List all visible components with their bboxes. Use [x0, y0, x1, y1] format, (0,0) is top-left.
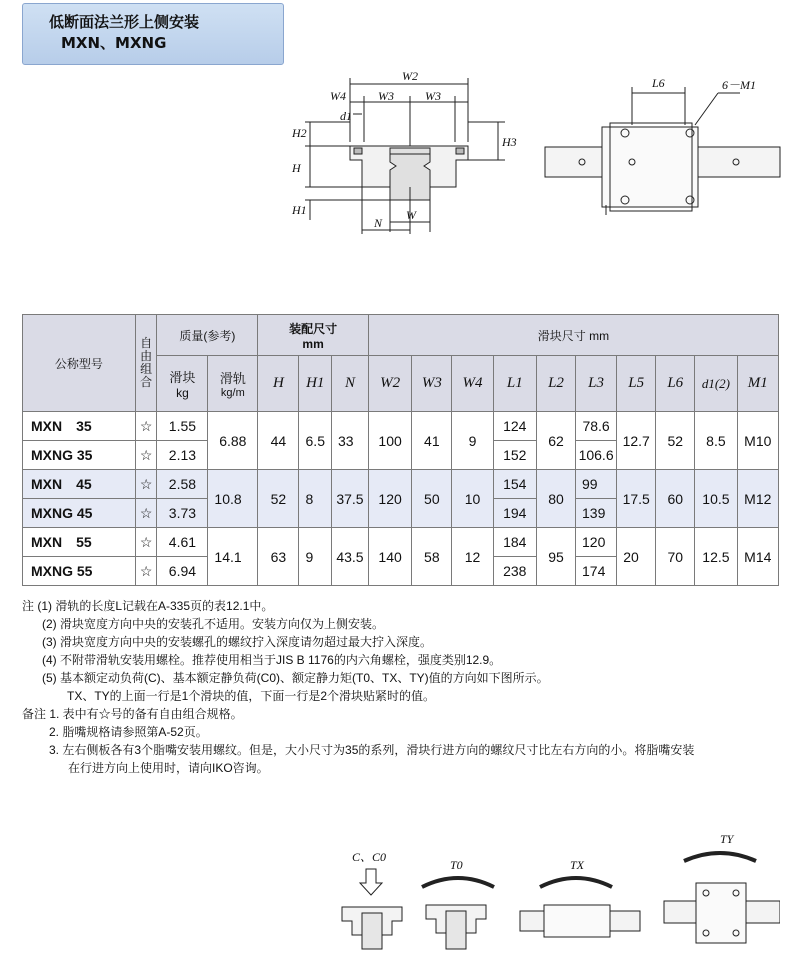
spec-table	[22, 314, 779, 586]
label-h: H	[292, 161, 301, 175]
col-L6: L6	[656, 356, 695, 412]
table-row: MXN 45 ☆ 2.58 10.8 52 8 37.5 120 50 10 154 80 99 17.5 60 10.5 M12	[23, 470, 779, 499]
cross-section-drawing	[270, 62, 530, 237]
note-4: (4) 不附带滑轨安装用螺栓。推荐使用相当于JIS B 1176的内六角螺栓，强度类别12.9。	[42, 653, 502, 667]
label-tx: TX	[570, 858, 585, 872]
title-line2: MXN、MXNG	[61, 34, 167, 52]
hdr-mass: 质量(参考)	[157, 315, 258, 356]
label-h2: H2	[292, 126, 307, 140]
label-t0: T0	[450, 858, 463, 872]
col-W4: W4	[452, 356, 493, 412]
note-1: 注 (1) 滑轨的长度L记载在A-335页的表12.1中。	[22, 599, 274, 613]
label-ty: TY	[720, 832, 734, 846]
label-l6: L6	[652, 76, 665, 90]
col-W2: W2	[368, 356, 411, 412]
remark-3-cont: 在行进方向上使用时，请向IKO咨询。	[68, 761, 269, 775]
top-view-drawing	[540, 65, 785, 235]
col-L2: L2	[536, 356, 575, 412]
col-d1: d1(2)	[695, 356, 737, 412]
label-w: W	[406, 208, 416, 222]
hdr-model: 公称型号	[23, 315, 136, 412]
col-W3: W3	[412, 356, 452, 412]
hdr-assembly: 装配尺寸 mm	[258, 315, 369, 356]
label-c-c0: C、C0	[352, 850, 387, 864]
label-h1: H1	[292, 203, 307, 217]
label-d1: d1	[340, 109, 352, 123]
label-n: N	[374, 216, 383, 230]
col-N: N	[332, 356, 369, 412]
table-row: MXN 35 ☆ 1.55 6.88 44 6.5 33 100 41 9 124 62 78.6 12.7 52 8.5 M10	[23, 412, 779, 441]
col-L3: L3	[576, 356, 617, 412]
remark-1: 备注 1. 表中有☆号的备有自由组合规格。	[22, 707, 243, 721]
label-h3: H3	[502, 135, 517, 149]
table-row: MXN 55 ☆ 4.61 14.1 63 9 43.5 140 58 12 184 95 120 20 70 12.5 M14	[23, 528, 779, 557]
remark-2: 2. 脂嘴规格请参照第A-52页。	[49, 725, 208, 739]
label-w3b: W3	[425, 89, 441, 103]
col-M1: M1	[737, 356, 778, 412]
col-H1: H1	[299, 356, 332, 412]
table-row: MXNG 45 ☆ 3.73 194 139	[23, 499, 779, 528]
label-w3a: W3	[378, 89, 394, 103]
label-w2: W2	[402, 69, 418, 83]
title-line1: 低断面法兰形上侧安装	[49, 13, 200, 31]
table-row: MXNG 35 ☆ 2.13 152 106.6	[23, 441, 779, 470]
note-5: (5) 基本额定动负荷(C)、基本额定静负荷(C0)、额定静力矩(T0、TX、TY)值的方向如下图所示。	[42, 671, 549, 685]
load-direction-diagrams	[330, 825, 780, 955]
notes	[22, 597, 787, 777]
table-row: MXNG 55 ☆ 6.94 238 174	[23, 557, 779, 586]
col-L1: L1	[493, 356, 536, 412]
note-5-cont: TX、TY的上面一行是1个滑块的值，下面一行是2个滑块贴紧时的值。	[67, 689, 436, 703]
note-2: (2) 滑块宽度方向中央的安装孔不适用。安装方向仅为上侧安装。	[42, 617, 385, 631]
label-w4: W4	[330, 89, 346, 103]
hdr-combo: 自由组合	[135, 315, 157, 412]
note-3: (3) 滑块宽度方向中央的安装螺孔的螺纹拧入深度请勿超过最大拧入深度。	[42, 635, 433, 649]
title-tab	[22, 3, 284, 65]
col-H: H	[258, 356, 299, 412]
col-L5: L5	[617, 356, 656, 412]
hdr-slider: 滑块尺寸 mm	[368, 315, 778, 356]
label-m1: 6－M1	[722, 78, 756, 92]
remark-3: 3. 左右侧板各有3个脂嘴安装用螺纹。但是，大小尺寸为35的系列，滑块行进方向的螺纹尺寸比左右方向的小。将脂嘴安装	[49, 743, 695, 757]
hdr-block: 滑块 kg	[157, 356, 208, 412]
hdr-rail: 滑轨 kg/m	[208, 356, 258, 412]
